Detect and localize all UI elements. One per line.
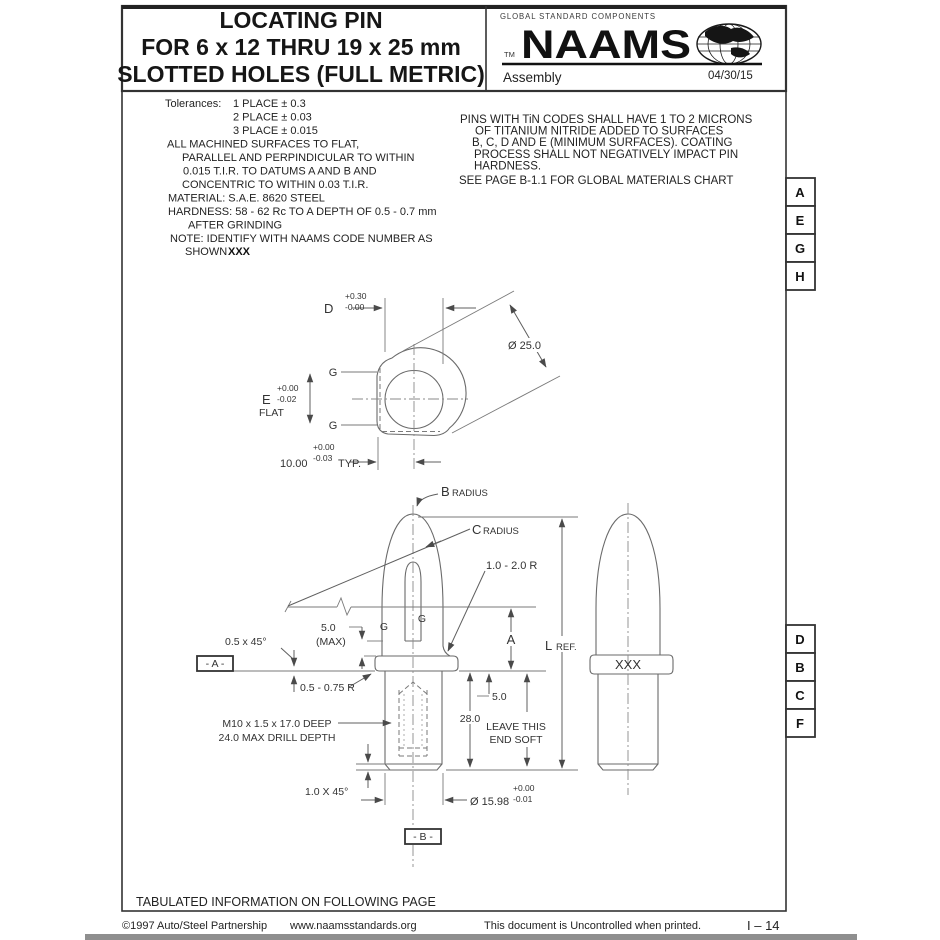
- note-shown-code: XXX: [228, 246, 251, 258]
- break-symbol: [337, 598, 351, 615]
- note-line: HARDNESS.: [474, 160, 542, 173]
- dim-e-tol-minus: -0.02: [277, 394, 297, 404]
- pin-head-outline: [377, 348, 466, 436]
- leader-arrow: [426, 541, 441, 547]
- note-line: NOTE: IDENTIFY WITH NAAMS CODE NUMBER AS: [170, 233, 433, 245]
- thread-note-line2: 24.0 MAX DRILL DEPTH: [218, 732, 336, 744]
- title-block: [117, 7, 485, 87]
- tab-letter: A: [795, 185, 805, 200]
- dim-10-value: 10.00: [280, 458, 308, 470]
- note-shown-prefix: SHOWN: [185, 246, 228, 258]
- tolerance-item: 3 PLACE ± 0.015: [233, 125, 318, 137]
- dim-d-tol-minus: -0.00: [345, 302, 365, 312]
- gauge-line-tick: [285, 601, 291, 612]
- footer-disclaimer: This document is Uncontrolled when printed.: [484, 920, 702, 932]
- dim-d-label: D: [324, 301, 334, 316]
- note-line: MATERIAL: S.A.E. 8620 STEEL: [168, 192, 325, 205]
- dim-10-tol-plus: +0.00: [313, 442, 335, 452]
- tab-letter: B: [795, 660, 805, 675]
- revision-tabs: [786, 178, 815, 737]
- page-title-line1: LOCATING PIN: [219, 7, 383, 33]
- note-line: PROCESS SHALL NOT NEGATIVELY IMPACT PIN: [474, 149, 739, 161]
- footer-note: TABULATED INFORMATION ON FOLLOWING PAGE: [136, 895, 436, 909]
- datum-b-label: - B -: [413, 831, 433, 843]
- extension-line: [403, 291, 514, 351]
- tab-letter: D: [795, 632, 805, 647]
- g-label: G: [379, 621, 389, 633]
- shank-dia-label: Ø 15.98: [470, 796, 510, 808]
- shank-dia-tol-minus: -0.01: [513, 794, 533, 804]
- dim-l-letter: L: [545, 638, 553, 653]
- datum-a-label: - A -: [205, 658, 225, 670]
- b-radius-word: RADIUS: [452, 488, 488, 499]
- chamfer-top-label: 0.5 x 45°: [225, 636, 267, 648]
- shank-dia-tol-plus: +0.00: [513, 783, 535, 793]
- soft-note-line2: END SOFT: [489, 734, 543, 746]
- shank-profile: [385, 671, 442, 770]
- leader-line: [448, 571, 485, 651]
- logo-tagline: GLOBAL STANDARD COMPONENTS: [500, 11, 656, 21]
- finished-pin-view: [590, 503, 673, 795]
- soft-note-line1: LEAVE THIS: [486, 721, 546, 733]
- leader-line: [417, 494, 438, 506]
- naams-logo: [500, 11, 762, 85]
- nose-height-label: 5.0: [321, 622, 336, 634]
- b-radius-letter: B: [441, 484, 450, 499]
- tolerances-label: Tolerances:: [165, 98, 222, 110]
- flat-label: FLAT: [259, 407, 284, 419]
- note-line: CONCENTRIC TO WITHIN 0.03 T.I.R.: [182, 179, 369, 191]
- logo-tm-mark: TM: [504, 50, 515, 59]
- pin-nose-profile: [379, 514, 450, 656]
- tab-letter: C: [795, 688, 805, 703]
- note-line: ALL MACHINED SURFACES TO FLAT,: [167, 138, 360, 151]
- dim-a-label: A: [506, 632, 516, 647]
- dim-line: [510, 305, 546, 367]
- dim-5-label: 5.0: [492, 691, 507, 703]
- tab-letter: H: [795, 269, 805, 284]
- tab-letter: E: [795, 213, 805, 228]
- footer-website: www.naamsstandards.org: [290, 920, 417, 932]
- c-radius-word: RADIUS: [483, 526, 519, 537]
- note-line: PINS WITH TiN CODES SHALL HAVE 1 TO 2 MICRONS: [460, 114, 753, 126]
- note-line: OF TITANIUM NITRIDE ADDED TO SURFACES: [475, 125, 724, 138]
- logo-subtitle: Assembly: [503, 70, 562, 85]
- naams-code-label: XXX: [614, 657, 642, 672]
- bottom-scan-bar: [85, 934, 857, 940]
- dim-l-word: REF.: [556, 642, 577, 653]
- note-line: 0.015 T.I.R. TO DATUMS A AND B AND: [183, 165, 377, 178]
- footer-copyright: ©1997 Auto/Steel Partnership: [122, 920, 268, 932]
- flange-radius-label: 0.5 - 0.75 R: [300, 682, 355, 694]
- footer: [122, 895, 780, 933]
- typ-label: TYP.: [338, 458, 362, 470]
- dim-d-tol-plus: +0.30: [345, 291, 367, 301]
- thread-note-line1: M10 x 1.5 x 17.0 DEEP: [222, 718, 332, 730]
- tin-coating-notes: [459, 114, 753, 187]
- tab-letter: F: [796, 716, 804, 731]
- dim-28-label: 28.0: [459, 713, 481, 725]
- g-label: G: [417, 613, 427, 625]
- revision-date: 04/30/15: [708, 70, 753, 82]
- note-line: AFTER GRINDING: [188, 219, 283, 232]
- note-line: B, C, D AND E (MINIMUM SURFACES). COATING: [472, 137, 733, 149]
- top-view: [259, 291, 560, 470]
- tab-letter: G: [794, 241, 806, 256]
- logo-brand-text: NAAMS: [521, 23, 691, 67]
- tolerance-notes: [165, 98, 437, 258]
- pin-nose-circle: [385, 371, 443, 429]
- fillet-range-label: 1.0 - 2.0 R: [486, 560, 538, 572]
- extension-line: [452, 376, 560, 433]
- tolerance-item: 2 PLACE ± 0.03: [233, 111, 312, 124]
- globe-icon: [697, 24, 761, 64]
- tolerance-item: 1 PLACE ± 0.3: [233, 98, 306, 110]
- note-line: PARALLEL AND PERPINDICULAR TO WITHIN: [182, 152, 415, 164]
- g-label: G: [328, 367, 338, 379]
- page-title-line3: SLOTTED HOLES (FULL METRIC): [117, 61, 485, 87]
- nose-height-max-label: (MAX): [316, 636, 346, 648]
- footer-page-number: I – 14: [747, 918, 780, 933]
- dim-e-tol-plus: +0.00: [277, 383, 299, 393]
- dim-e-label: E: [262, 392, 271, 407]
- head-diameter-label: Ø 25.0: [508, 340, 542, 352]
- flange-profile: [375, 656, 458, 671]
- page-title-line2: FOR 6 x 12 THRU 19 x 25 mm: [141, 34, 461, 60]
- dim-10-tol-minus: -0.03: [313, 453, 333, 463]
- chamfer-bottom-label: 1.0 X 45°: [305, 786, 349, 798]
- leader-line: [281, 648, 292, 658]
- side-view: [197, 484, 588, 867]
- note-line: SEE PAGE B-1.1 FOR GLOBAL MATERIALS CHART: [459, 175, 734, 187]
- g-label: G: [328, 420, 338, 432]
- c-radius-letter: C: [472, 522, 482, 537]
- note-line: HARDNESS: 58 - 62 Rc TO A DEPTH OF 0.5 - 0.7 mm: [168, 206, 437, 218]
